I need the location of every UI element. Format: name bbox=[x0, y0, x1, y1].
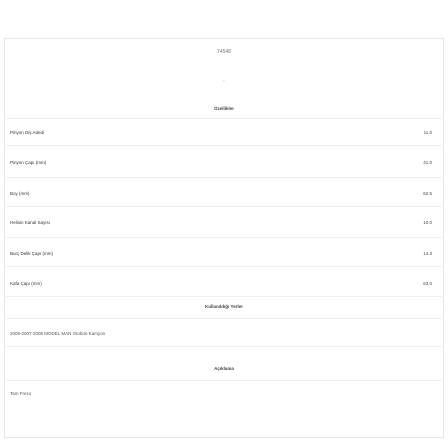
usage-item: 2005-2007-2008 MODEL MAN Otobüs-Kamyon bbox=[10, 331, 106, 336]
divider bbox=[6, 318, 442, 319]
spec-label-helix-grooves: Helisin Kanal Sayısı bbox=[10, 220, 51, 225]
product-code: 74548 bbox=[217, 49, 231, 55]
divider bbox=[6, 237, 442, 238]
divider bbox=[6, 145, 442, 146]
divider bbox=[6, 296, 442, 297]
spec-label-pinion-diameter: Pinyon Çapı (mm) bbox=[10, 160, 47, 165]
spec-value-bushing-bore: 14.3 bbox=[423, 251, 432, 256]
spec-value-length: 62.5 bbox=[423, 191, 432, 196]
spec-value-helix-grooves: 10.0 bbox=[423, 220, 432, 225]
divider bbox=[6, 266, 442, 267]
spec-label-bushing-bore: Burç Delik Çapı (mm) bbox=[10, 251, 54, 256]
spec-value-head-diameter: 63.0 bbox=[423, 281, 432, 286]
divider bbox=[6, 380, 442, 381]
description-title: Açıklama bbox=[214, 366, 234, 371]
divider bbox=[6, 118, 442, 119]
usage-title: Kullanıldığı Yerler bbox=[205, 304, 243, 309]
spec-label-tooth-count: Pinyon Diş Adedi bbox=[10, 130, 45, 135]
divider bbox=[6, 206, 442, 207]
product-placeholder: - bbox=[223, 78, 225, 84]
spec-label-head-diameter: Kafa Çapı (mm) bbox=[10, 281, 42, 286]
spec-label-length: Boy (mm) bbox=[10, 191, 30, 196]
specs-title: Özellikler bbox=[213, 106, 234, 111]
spec-value-tooth-count: 11.0 bbox=[423, 130, 432, 135]
divider bbox=[6, 177, 442, 178]
spec-value-pinion-diameter: 41.0 bbox=[423, 160, 432, 165]
spec-panel bbox=[4, 38, 444, 438]
description-text: Tam Frezo bbox=[10, 391, 32, 396]
divider bbox=[6, 346, 442, 347]
